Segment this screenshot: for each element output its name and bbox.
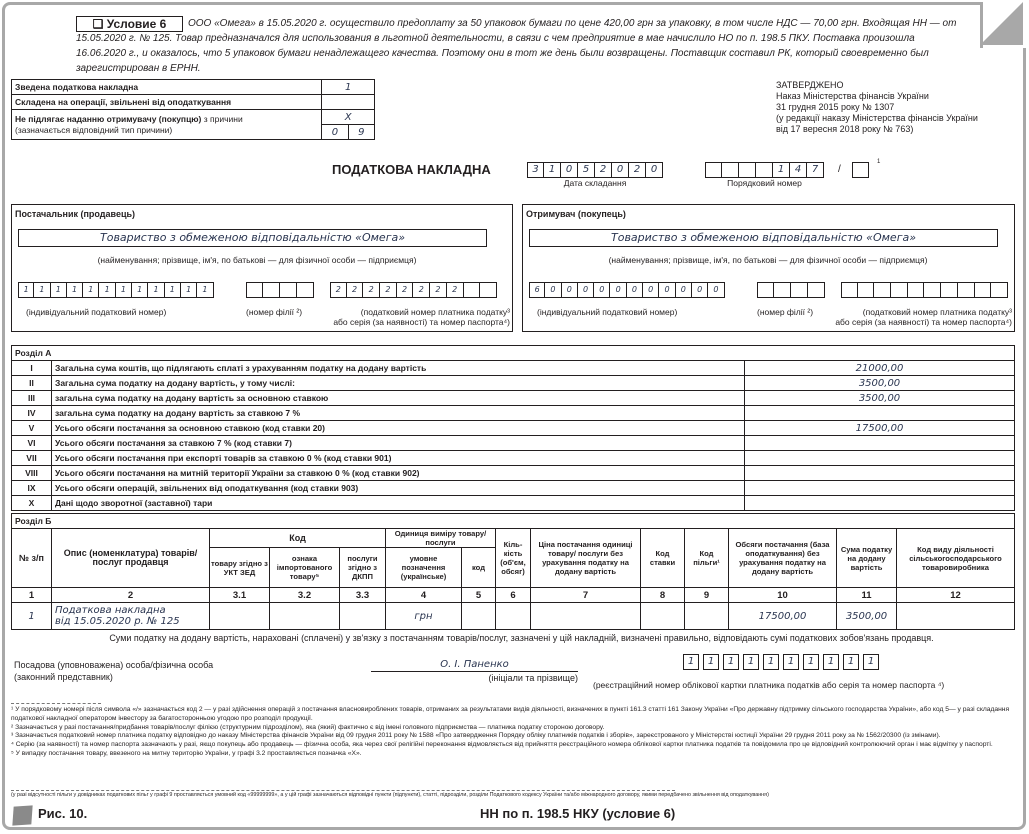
section-a-table xyxy=(11,345,1015,511)
approval-stamp: ЗАТВЕРДЖЕНО Наказ Міністерства фінансів України 31 грудня 2015 року № 1307 (у редакції наказу Міністерства фінансів України від 17 вересня 2018 року № 763) xyxy=(776,80,978,134)
number-digit[interactable] xyxy=(739,162,756,178)
footnote-4: ⁴ Серію (за наявності) та номер паспорта зазначають у разі, якщо покупець або продавець — фізична особа, яка через свої релігійні переконання відмовляється від прийняття реєстраційного номера облікової картки платника податків та повідомила про це відповідний контролюючий орган і має відмітку у паспорті. xyxy=(11,741,993,749)
number-digit[interactable]: 1 xyxy=(773,162,790,178)
number-digit[interactable] xyxy=(722,162,739,178)
registration-number-field[interactable]: 1 1 1 1 1 1 1 1 1 1 xyxy=(683,654,879,670)
flag-row-not-provided: Не підлягає наданню отримувачу (покупцю) з причини (зазначається відповідний тип причини) X xyxy=(12,110,375,125)
figure-caption: НН по п. 198.5 НКУ (условие 6) xyxy=(480,806,676,821)
section-a-row: I Загальна сума коштів, що підлягають сплаті з урахуванням податку на додану вартість 21000,00 xyxy=(12,361,1015,376)
buyer-branch-field[interactable] xyxy=(757,282,825,298)
condition-label: ❑ Условие 6 xyxy=(76,16,183,32)
confirmation-text: Суми податку на додану вартість, нараховані (сплачені) у зв'язку з постачанням товарів/послуг, зазначені у цій накладній, визначені правильно, відповідають сумі податкових зобов'язань продавця. xyxy=(109,633,934,643)
signer-name-field[interactable]: О. І. Паненко xyxy=(371,659,578,672)
seller-name-field[interactable]: Товариство з обмеженою відповідальністю «Омега» xyxy=(18,229,487,247)
footnote-2: ² Зазначається у разі постачання/придбання товарів/послуг філією (структурним підрозділом), яка (який) фактично є від імені головного підприємства — платника податку стороною договору. xyxy=(11,723,605,731)
section-a-row: IV загальна сума податку на додану вартість за ставкою 7 % xyxy=(12,406,1015,421)
buyer-panel: Отримувач (покупець) Товариство з обмеженою відповідальністю «Омега» (найменування; прізвище, ім'я, по батькові — для фізичної особи — підприємця) 6 0 0 0 0 0 0 0 0 0 0 0 (індивідуальний податковий номер) (номер філії ²) (податковий номер платника податку³ або серія (за наявності) та номер паспорта⁴) xyxy=(522,204,1015,332)
date-field[interactable] xyxy=(527,162,663,188)
section-b-title: Розділ Б xyxy=(12,514,1015,529)
number-caption: Порядковий номер xyxy=(727,178,802,188)
reason-digit-2[interactable]: 9 xyxy=(348,125,374,140)
number-digit[interactable] xyxy=(756,162,773,178)
not-provided-mark[interactable]: X xyxy=(322,110,375,125)
date-digit[interactable]: 3 xyxy=(527,162,544,178)
seller-panel: Постачальник (продавець) Товариство з обмеженою відповідальністю «Омега» (найменування; прізвище, ім'я, по батькові — для фізичної особи — підприємця) 1 1 1 1 1 1 1 1 1 1 1 1 2 2 2 2 2 2 2 2 (індивідуальний податковий номер) (номер філії ²) (податковий номер платника податку³ або серія (за наявності) та номер паспорта⁴) xyxy=(11,204,513,332)
footnote-1: ¹ У порядковому номері після символа «/» зазначається код 2 — у разі здійснення операцій з постачання власновироблених товарів, отриманих за результатами видів діяльності, визначених в пункті 161.3 статті 161 Закону України «Про державну підтримку сільського господарства України», або код 5— у разі складання податкової накладної оператором інвестору за багатосторонньою угодою про розподіл продукції. xyxy=(11,706,1010,722)
document-title: ПОДАТКОВА НАКЛАДНА xyxy=(332,162,491,177)
exempt-value[interactable] xyxy=(322,95,375,110)
section-a-row: II Загальна сума податку на додану вартість, у тому числі: 3500,00 xyxy=(12,376,1015,391)
number-suffix-field[interactable] xyxy=(852,162,869,178)
footnote-divider xyxy=(11,703,101,704)
footnote-extra: (у разі відсутності пільги у довідниках податкових пільг у графі 9 проставляється умовний код «99999999», а у цій графі зазначаються відповідні пункти (підпункти), статті, підрозділи, розділи Податкового кодексу України та/або міжнародного договору, якими передбачено звільнення від оподаткування) xyxy=(11,792,769,798)
section-a-row: III загальна сума податку на додану вартість за основною ставкою 3500,00 xyxy=(12,391,1015,406)
section-a-title: Розділ А xyxy=(12,346,1015,361)
seller-taxpayer-field[interactable]: 2 2 2 2 2 2 2 2 xyxy=(330,282,497,298)
flag-row-consolidated: Зведена податкова накладна 1 xyxy=(12,80,375,95)
date-caption: Дата складання xyxy=(563,178,627,188)
section-a-row: VII Усього обсяги постачання при експорті товарів за ставкою 0 % (код ставки 901) xyxy=(12,451,1015,466)
section-a-row: IX Усього обсяги операцій, звільнених від оподаткування (код ставки 903) xyxy=(12,481,1015,496)
seller-ipn-field[interactable]: 1 1 1 1 1 1 1 1 1 1 1 1 xyxy=(18,282,214,298)
flag-row-exempt: Складена на операції, звільнені від оподаткування xyxy=(12,95,375,110)
footnote-5: ⁵ У випадку постачання товару, ввезеного на митну територію України, у графі 3.2 проставляється позначка «Х». xyxy=(11,749,362,757)
footnote-divider-2 xyxy=(11,790,675,791)
seller-branch-field[interactable] xyxy=(246,282,314,298)
consolidated-value[interactable]: 1 xyxy=(322,80,375,95)
footnotes xyxy=(11,706,1011,759)
official-label: Посадова (уповноважена) особа/фізична особа (законний представник) xyxy=(14,660,214,682)
number-digit[interactable]: 4 xyxy=(790,162,807,178)
section-a-row: VI Усього обсяги постачання за ставкою 7 % (код ставки 7) xyxy=(12,436,1015,451)
buyer-taxpayer-field[interactable] xyxy=(841,282,1008,298)
buyer-name-field[interactable]: Товариство з обмеженою відповідальністю «Омега» xyxy=(529,229,998,247)
column-numbers-row: 1 2 3.1 3.2 3.3 4 5 6 7 8 9 10 11 12 xyxy=(12,588,1015,603)
section-b-header: № з/п Опис (номенклатура) товарів/послуг продавця Код Одиниця виміру товару/ послуги Кіль-кість (об'єм, обсяг) Ціна постачання одиниці товару/ послуги без урахування податку на додану вартість Код ставки Код пільги¹ Обсяги постачання (база оподаткування) без урахування податку на додану вартість Сума податку на додану вартість Код виду діяльності сільськогосподарського товаровиробника xyxy=(12,529,1015,548)
date-digit[interactable]: 0 xyxy=(646,162,663,178)
date-digit[interactable]: 2 xyxy=(629,162,646,178)
number-digit[interactable] xyxy=(705,162,722,178)
number-digit[interactable]: 7 xyxy=(807,162,824,178)
condition-description: ООО «Омега» в 15.05.2020 г. осуществило предоплату за 50 упаковок бумаги по цене 420,00 грн за упаковку, в том числе НДС — 70,00 грн. Входящая НН — от 15.05.2020 г. № 125. Товар предназначался для использования в льготной деятельности, в связи с чем предприятие в мае начислило НО по п. 198.5 ПКУ. Поставка произошла 16.06.2020 г., и оказалось, что 5 упаковок бумаги ненадлежащего качества. Поэтому они в тот же день были возвращены. Поставщик составил РК, который своевременно был зарегистрирован в ЕРНН. xyxy=(76,18,957,74)
footnote-3: ³ Зазначається податковий номер платника податку відповідно до наказу Міністерства фінансів України від 09 грудня 2011 року № 1588 «Про затвердження Порядку обліку платників податків і зборів», зареєстрованого у Міністерстві юстиції України 29 грудня 2011 року за № 1562/20300 (із змінами). xyxy=(11,732,941,740)
table-row: 1 Податкова накладна від 15.05.2020 р. № 125 грн 17500,00 3500,00 xyxy=(12,603,1015,630)
figure-marker-icon xyxy=(12,805,32,825)
date-digit[interactable]: 1 xyxy=(544,162,561,178)
date-digit[interactable]: 0 xyxy=(612,162,629,178)
serial-number-field[interactable] xyxy=(705,162,824,188)
section-a-row: VIII Усього обсяги постачання на митній території України за ставкою 0 % (код ставки 902) xyxy=(12,466,1015,481)
figure-label: Рис. 10. xyxy=(38,806,88,821)
section-a-row: X Дані щодо зворотної (заставної) тари xyxy=(12,496,1015,511)
folded-corner-icon xyxy=(980,2,1026,48)
signer-caption: (ініціали та прізвище) xyxy=(488,673,578,683)
buyer-ipn-field[interactable]: 6 0 0 0 0 0 0 0 0 0 0 0 xyxy=(529,282,725,298)
date-digit[interactable]: 2 xyxy=(595,162,612,178)
date-digit[interactable]: 5 xyxy=(578,162,595,178)
invoice-flags-table xyxy=(11,79,375,140)
section-b-table: Розділ Б № з/п Опис (номенклатура) товарів/послуг продавця Код Одиниця виміру товару/ послуги Кіль-кість (об'єм, обсяг) Ціна постачання одиниці товару/ послуги без урахування податку на додану вартість Код ставки Код пільги¹ Обсяги постачання (база оподаткування) без урахування податку на додану вартість Сума податку на додану вартість Код виду діяльності сільськогосподарського товаровиробника товару згідно з УКТ ЗЕД ознака імпортованого товару⁵ послуги згідно з ДКПП умовне позначення (українське) код 1 2 3.1 3.2 3.3 4 5 6 7 8 9 10 11 12 1 Податкова накладна від 15.05.2020 р. № 125 грн 17500,00 3500,00 xyxy=(11,513,1015,630)
registration-caption: (реєстраційний номер облікової картки платника податків або серія та номер паспорта ⁴) xyxy=(593,680,945,690)
reason-digit-1[interactable]: 0 xyxy=(322,125,348,140)
date-digit[interactable]: 0 xyxy=(561,162,578,178)
section-a-row: V Усього обсяги постачання за основною ставкою (код ставки 20) 17500,00 xyxy=(12,421,1015,436)
